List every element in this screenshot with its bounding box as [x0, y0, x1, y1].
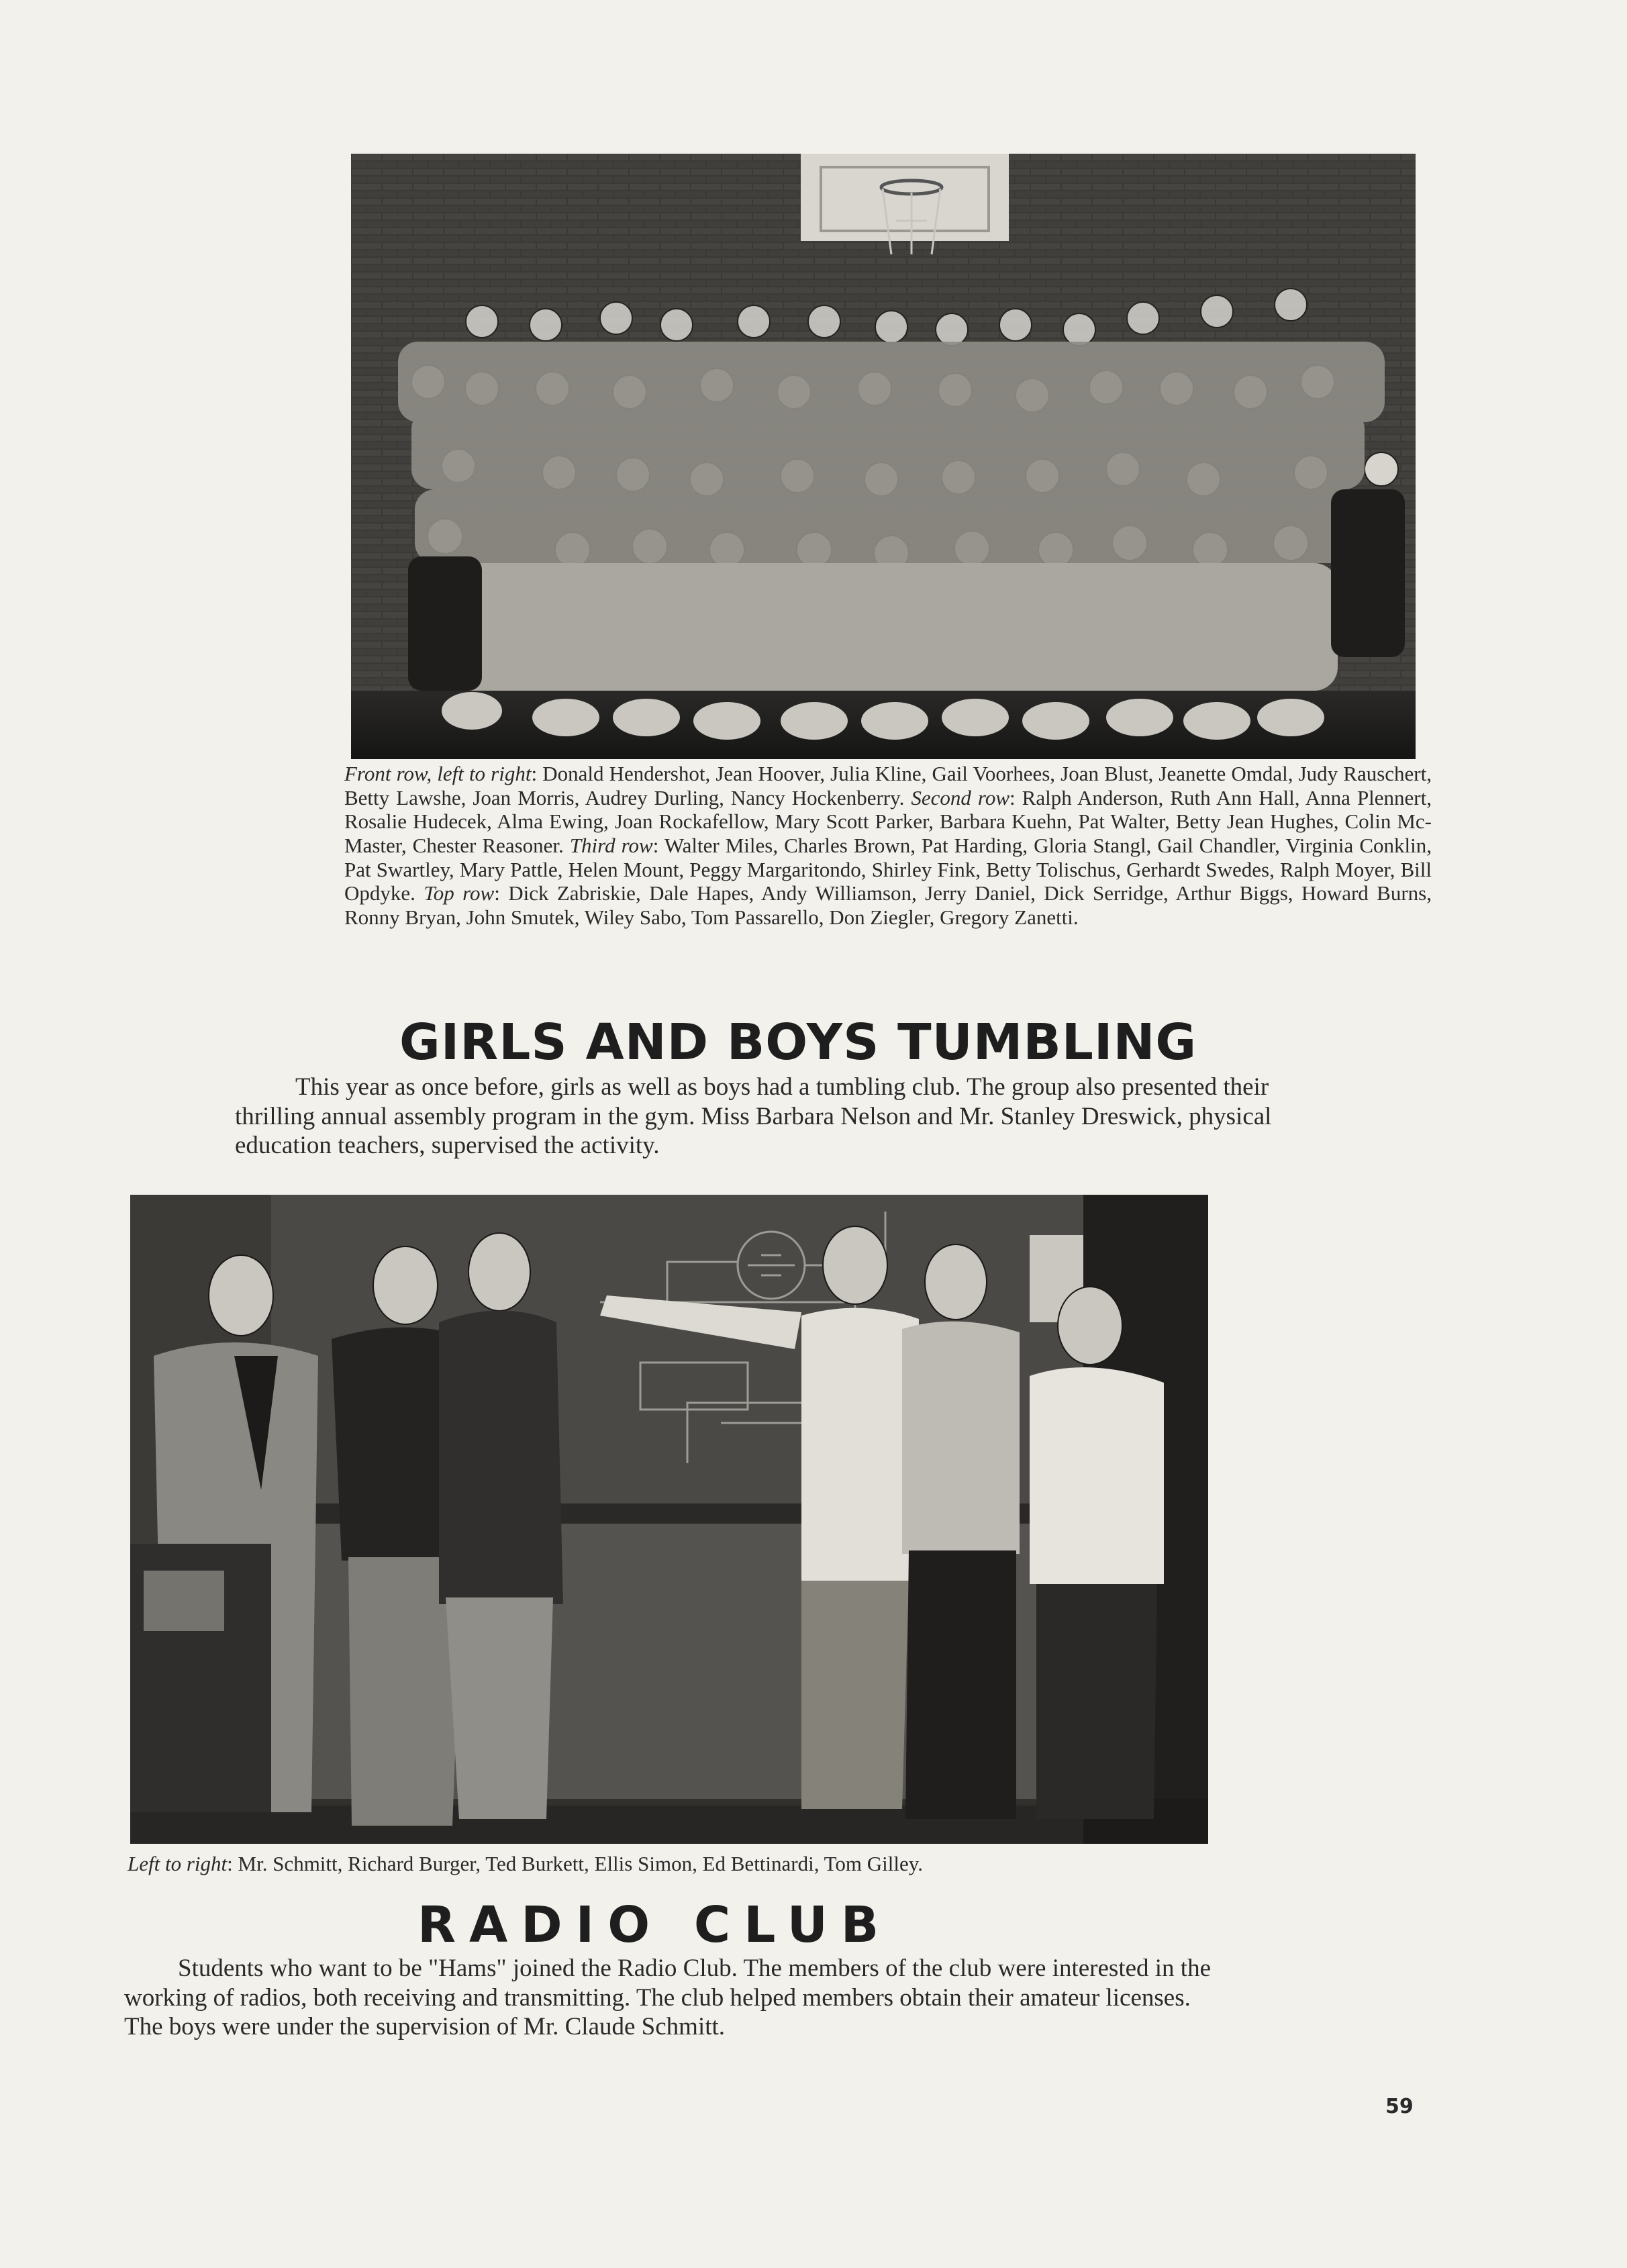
radio-photo-art [130, 1195, 1208, 1844]
radio-club-photo [130, 1195, 1208, 1844]
second-row-names: Ralph Anderson, Ruth Ann Hall, Anna Plennert, Rosalie Hudecek, Alma Ewing, Joan Rockafellow, Mary Scott Parker, Barbara Kuehn, Pat Walter, Betty Jean Hughes, Colin Mc-Master, Chester Reasoner. [344, 785, 1432, 857]
page-number: 59 [1385, 2095, 1414, 2118]
front-row-label: Front row, left to right [344, 762, 532, 785]
top-row-names: Dick Zabriskie, Dale Hapes, Andy Williamson, Jerry Daniel, Dick Serridge, Arthur Biggs, Howard Burns, Ronny Bryan, John Smutek, Wiley Sabo, Tom Passarello, Don Ziegler, Gregory Zanetti. [344, 881, 1432, 929]
radio-body: Students who want to be "Hams" joined the Radio Club. The members of the club were interested in the working of radios, both receiving and transmitting. The club helped members obtain their amateur licenses. The boys were under the supervision of Mr. Claude Schmitt. [124, 1955, 1212, 2041]
radio-caption-label: Left to right [128, 1852, 228, 1875]
third-row-names: Walter Miles, Charles Brown, Pat Harding, Gloria Stangl, Gail Chandler, Virginia Conklin, Pat Swartley, Mary Pattle, Helen Mount, Peggy Margaritondo, Shirley Fink, Betty Tolischus, Gerhardt Swedes, Ralph Moyer, Bill Opdyke. [344, 833, 1432, 905]
top-row-label: Top row [424, 881, 495, 905]
tumbling-title: GIRLS AND BOYS TUMBLING [399, 1014, 1197, 1071]
radio-caption-names: Mr. Schmitt, Richard Burger, Ted Burkett, Ellis Simon, Ed Bettinardi, Tom Gilley. [238, 1852, 924, 1875]
radio-title: RADIO CLUB [417, 1896, 893, 1954]
people-rows [398, 289, 1405, 740]
second-row-label: Second row [911, 785, 1010, 809]
tumbling-club-photo [351, 154, 1416, 759]
tumbling-body: This year as once before, girls as well as boys had a tumbling club. The group also presented their thrilling annual assembly program in the gym. Miss Barbara Nelson and Mr. Stanley Dreswick, physical education teachers, supervised the activity. [235, 1073, 1272, 1160]
tumbling-photo-art [351, 154, 1416, 759]
third-row-label: Third row [569, 833, 653, 857]
radio-caption: Left to right: Mr. Schmitt, Richard Burger, Ted Burkett, Ellis Simon, Ed Bettinardi, Tom Gilley. [128, 1852, 924, 1875]
tumbling-caption: Front row, left to right: Donald Hendershot, Jean Hoover, Julia Kline, Gail Voorhees, Joan Blust, Jeanette Omdal, Judy Rauschert, Betty Lawshe, Joan Morris, Audrey Durling, Nancy Hockenberry. Second row: Ralph Anderson, Ruth Ann Hall, Anna Plennert, Rosalie Hudecek, Alma Ewing, Joan Rockafellow, Mary Scott Parker, Barbara Kuehn, Pat Walter, Betty Jean Hughes, Colin Mc-Master, Chester Reasoner. Third row: Walter Miles, Charles Brown, Pat Harding, Gloria Stangl, Gail Chandler, Virginia Conklin, Pat Swartley, Mary Pattle, Helen Mount, Peggy Margaritondo, Shirley Fink, Betty Tolischus, Gerhardt Swedes, Ralph Moyer, Bill Opdyke. Top row: Dick Zabriskie, Dale Hapes, Andy Williamson, Jerry Daniel, Dick Serridge, Arthur Biggs, Howard Burns, Ronny Bryan, John Smutek, Wiley Sabo, Tom Passarello, Don Ziegler, Gregory Zanetti. [344, 762, 1432, 929]
front-row-names: Donald Hendershot, Jean Hoover, Julia Kline, Gail Voorhees, Joan Blust, Jeanette Omdal, Judy Rauschert, Betty Lawshe, Joan Morris, Audrey Durling, Nancy Hockenberry. [344, 762, 1432, 809]
